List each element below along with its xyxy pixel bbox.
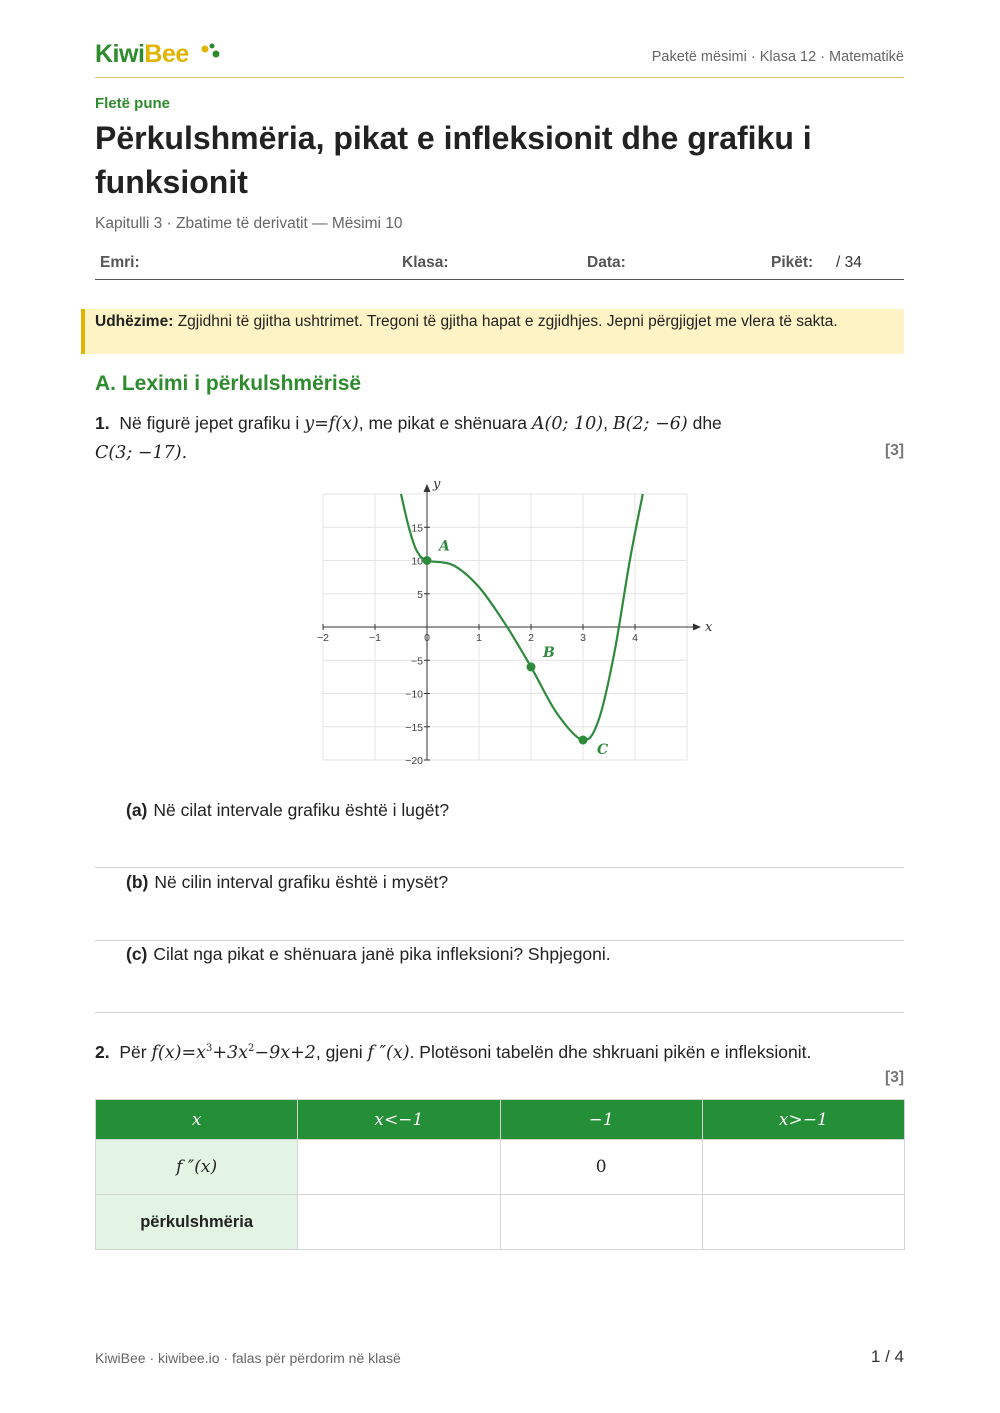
x-tick-label: 3: [580, 632, 586, 644]
table-header: x: [96, 1100, 298, 1140]
kiwibee-logo: KiwiBee: [95, 40, 189, 68]
table-header: −1: [500, 1100, 702, 1140]
concavity-table: [95, 1099, 905, 1250]
table-cell-input[interactable]: [298, 1195, 500, 1250]
class-field-label: Klasa:: [402, 254, 449, 271]
question-text: Në figurë jepet grafiku i: [119, 413, 300, 433]
question-number: 1.: [95, 413, 110, 433]
page-number: 1 / 4: [870, 1347, 904, 1366]
x-axis-arrow: [693, 624, 701, 631]
table-cell-input[interactable]: [298, 1140, 500, 1195]
function-definition: $f(x)=x^3+3x^2-9x+2$: [151, 1043, 316, 1063]
x-tick-label: 0: [424, 632, 430, 644]
question-number: 2.: [95, 1042, 110, 1062]
point-a: [423, 556, 432, 565]
point-label-b: B: [543, 644, 555, 661]
x-tick-label: 1: [476, 632, 482, 644]
question-text: Për: [119, 1042, 147, 1062]
table-cell-input[interactable]: [702, 1195, 904, 1250]
instructions-box: [81, 309, 904, 354]
point-a-coords: A(0; 10): [531, 414, 604, 434]
row-label-concavity: përkulshmëria: [96, 1195, 298, 1250]
y-axis-arrow: [424, 484, 431, 492]
subquestion-b: (b) Në cilin interval grafiku është i mysët?: [126, 872, 449, 892]
table-header: x<−1: [298, 1100, 500, 1140]
answer-line-b[interactable]: [95, 940, 904, 941]
question-2-points: [3]: [885, 1069, 904, 1086]
question-text: . Plotësoni tabelën dhe shkruani pikën e infleksionit.: [409, 1042, 812, 1062]
subquestion-a: (a) Në cilat intervale grafiku është i lugët?: [126, 800, 450, 820]
name-field-label: Emri:: [100, 254, 140, 271]
question-text: , gjeni: [315, 1042, 363, 1062]
point-b-coords: B(2; −6): [612, 414, 688, 434]
x-tick-label: 2: [528, 632, 534, 644]
x-tick-label: −2: [317, 632, 329, 644]
instructions-text: Zgjidhni të gjitha ushtrimet. Tregoni të gjitha hapat e zgjidhjes. Jepni përgjigjet me vlera të sakta.: [177, 313, 838, 330]
breadcrumb: Paketë mësimi · Klasa 12 · Matematikë: [651, 49, 904, 65]
section-heading-a: A. Leximi i përkulshmërisë: [95, 372, 362, 395]
subquestion-c: (c) Cilat nga pikat e shënuara janë pika infleksioni? Shpjegoni.: [126, 944, 611, 964]
student-fields: [95, 248, 904, 280]
y-tick-label: −15: [405, 721, 423, 734]
function-expression: y=f(x): [304, 414, 359, 434]
instructions-label: Udhëzime:: [95, 313, 174, 330]
logo-dots-icon: [200, 42, 224, 62]
table-cell-input[interactable]: [500, 1195, 702, 1250]
point-label-c: C: [597, 742, 609, 759]
y-tick-label: −20: [405, 755, 423, 767]
table-cell-input[interactable]: [702, 1140, 904, 1195]
date-field-label: Data:: [587, 254, 626, 271]
table-row: [96, 1195, 905, 1250]
question-1: 1. Në figurë jepet grafiku i y=f(x), me pikat e shënuara A(0; 10), B(2; −6) dhe C(3; −17).: [95, 413, 722, 463]
page-title: Përkulshmëria, pikat e infleksionit dhe grafiku i funksionit: [95, 120, 812, 200]
y-tick-label: −5: [411, 655, 423, 668]
question-text: dhe: [692, 413, 722, 433]
answer-line-c[interactable]: [95, 1012, 904, 1013]
points-total: / 34: [836, 254, 862, 271]
x-tick-label: −1: [369, 632, 381, 644]
table-header-row: [96, 1100, 905, 1140]
point-b: [527, 662, 536, 671]
y-tick-label: −10: [405, 688, 423, 701]
function-graph: [305, 477, 713, 767]
point-c-coords: C(3; −17).: [95, 443, 188, 463]
point-c: [579, 736, 588, 745]
question-text: , me pikat e shënuara: [358, 413, 528, 433]
question-1-points: [3]: [885, 442, 904, 459]
y-tick-label: 15: [411, 522, 423, 535]
row-label-second-derivative: f ″(x): [96, 1140, 298, 1195]
table-row: [96, 1140, 905, 1195]
page-header: [95, 38, 904, 78]
function-curve: [401, 494, 643, 740]
question-2: [95, 1038, 904, 1067]
point-label-a: A: [439, 538, 450, 555]
second-derivative: f ″(x): [367, 1043, 410, 1063]
worksheet-kicker: Fletë pune: [95, 95, 171, 112]
y-tick-label: 10: [411, 555, 423, 568]
table-header: x>−1: [702, 1100, 904, 1140]
table-cell: 0: [500, 1140, 702, 1195]
y-tick-label: 5: [417, 588, 423, 601]
x-axis-label: x: [705, 620, 713, 635]
footer-text: KiwiBee · kiwibee.io · falas për përdorim në klasë: [95, 1350, 401, 1366]
x-tick-label: 4: [632, 632, 638, 644]
points-field-label: Pikët:: [771, 254, 814, 271]
y-axis-label: y: [433, 477, 441, 492]
answer-line-a[interactable]: [95, 867, 904, 868]
page-subtitle: Kapitulli 3 · Zbatime të derivatit — Mësimi 10: [95, 215, 403, 232]
